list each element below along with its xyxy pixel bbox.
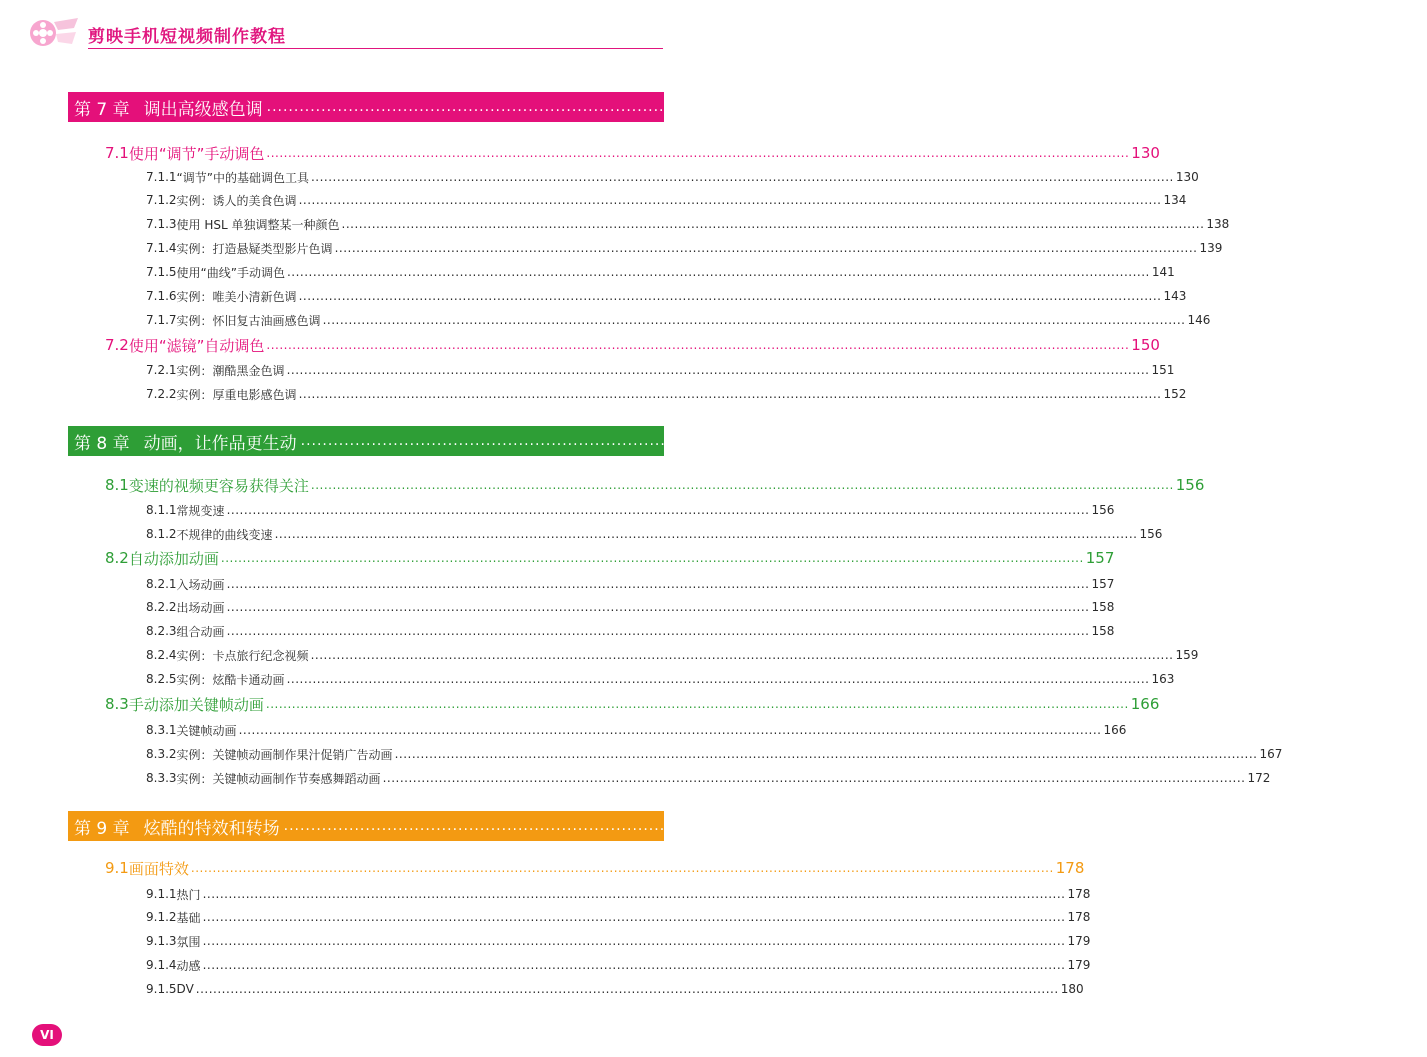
leader-dots: ........................................................................................................................................................................................................	[226, 624, 1090, 638]
page-number-badge: VI	[32, 1024, 62, 1046]
subsection-title: 使用 HSL 单独调整某一种颜色	[176, 217, 340, 232]
leader-dots: ........................................................................................................................................................................................................	[286, 672, 1150, 686]
subsection-title: 氛围	[176, 934, 201, 949]
subsection-number: 7.1.5	[146, 265, 177, 279]
chapter-page: 129	[1360, 97, 1394, 117]
section-title: 自动添加动画	[128, 549, 219, 568]
leader-dots: ........................................................................................................................................................................................................	[202, 934, 1066, 948]
subsection-page: 180	[1060, 982, 1084, 996]
subsection-number: 9.1.2	[146, 910, 177, 924]
leader-dots: ........................................................................................................................................................................................................	[298, 289, 1162, 303]
section-page: 130	[1131, 144, 1160, 162]
section-title: 变速的视频更容易获得关注	[128, 476, 309, 495]
subsection-title: 出场动画	[176, 600, 225, 615]
subsection-number: 8.2.2	[146, 600, 177, 614]
leader-dots: ........................................................................................................................................................................................................	[310, 648, 1174, 662]
subsection-number: 7.1.6	[146, 289, 177, 303]
subsection-title: 实例：潮酷黑金色调	[176, 363, 285, 378]
chapter-8-banner[interactable]	[68, 426, 1427, 456]
leader-dots: ........................................................................................................................................................................................................	[202, 958, 1066, 972]
section-number: 8.1	[105, 476, 129, 494]
leader-dots: ........................................................................................................................................................................................................	[266, 338, 1130, 352]
section-number: 7.1	[105, 144, 129, 162]
leader-dots: ........................................................................................................................................................................................................	[220, 551, 1084, 565]
chapter-9-banner[interactable]	[68, 811, 1411, 841]
subsection-page: 163	[1151, 672, 1175, 686]
subsection-number: 9.1.3	[146, 934, 177, 948]
subsection-title: 常规变速	[176, 503, 225, 518]
subsection-page: 179	[1067, 934, 1091, 948]
subsection-page: 152	[1163, 387, 1187, 401]
subsection-entry[interactable]	[146, 262, 1175, 282]
subsection-number: 7.1.1	[146, 170, 177, 184]
subsection-title: 实例：卡点旅行纪念视频	[176, 648, 309, 663]
subsection-entry[interactable]	[146, 286, 1187, 306]
subsection-entry[interactable]	[146, 884, 1091, 904]
section-title: 使用“滤镜”自动调色	[128, 336, 265, 355]
film-reel-logo-icon	[28, 14, 80, 52]
subsection-number: 8.2.4	[146, 648, 177, 662]
section-title: 画面特效	[128, 859, 189, 878]
leader-dots: ........................................................................................................................................................................................................	[322, 313, 1186, 327]
section-page: 156	[1175, 476, 1205, 494]
section-8-2[interactable]	[105, 547, 1115, 569]
chapter-7-banner[interactable]	[68, 92, 1394, 122]
subsection-entry[interactable]	[146, 384, 1187, 404]
subsection-title: 实例：打造悬疑类型影片色调	[176, 241, 333, 256]
subsection-title: 基础	[176, 910, 201, 925]
section-7-2[interactable]	[105, 334, 1160, 356]
chapter-title: 动画，让作品更生动	[143, 433, 297, 454]
leader-dots: ........................................................................................................................................................................................................	[190, 861, 1054, 875]
subsection-number: 7.1.4	[146, 241, 177, 255]
subsection-page: 130	[1175, 170, 1199, 184]
leader-dots: ........................................................................................................................................................................................................	[334, 241, 1198, 255]
subsection-page: 146	[1187, 313, 1211, 327]
subsection-title: 实例：怀旧复古油画感色调	[176, 313, 321, 328]
subsection-number: 8.1.1	[146, 503, 177, 517]
leader-dots: ........................................................................................................................................................................................................	[226, 503, 1090, 517]
section-page: 166	[1130, 695, 1160, 713]
subsection-title: 热门	[176, 887, 201, 902]
subsection-page: 172	[1247, 771, 1271, 785]
subsection-title: DV	[176, 982, 194, 996]
section-8-3[interactable]	[105, 693, 1160, 715]
subsection-number: 7.1.2	[146, 193, 177, 207]
subsection-title: 实例：关键帧动画制作节奏感舞蹈动画	[176, 771, 381, 786]
leader-dots: ........................................................................................................................................................................................................	[298, 193, 1162, 207]
subsection-number: 7.2.2	[146, 387, 177, 401]
chapter-number: 第 9 章	[74, 818, 130, 839]
section-title: 手动添加关键帧动画	[128, 695, 264, 714]
section-number: 9.1	[105, 859, 129, 877]
leader-dots: ........................................................................................................................................................................................................	[283, 818, 1374, 834]
subsection-entry[interactable]	[146, 310, 1211, 330]
section-9-1[interactable]	[105, 857, 1085, 879]
chapter-title: 调出高级感色调	[143, 99, 263, 120]
subsection-number: 9.1.1	[146, 887, 177, 901]
leader-dots: ........................................................................................................................................................................................................	[300, 433, 1391, 449]
subsection-page: 158	[1091, 624, 1115, 638]
leader-dots: ........................................................................................................................................................................................................	[202, 887, 1066, 901]
subsection-page: 178	[1067, 887, 1091, 901]
leader-dots: ........................................................................................................................................................................................................	[274, 527, 1138, 541]
leader-dots: ........................................................................................................................................................................................................	[238, 723, 1102, 737]
subsection-page: 139	[1199, 241, 1223, 255]
subsection-entry[interactable]	[146, 669, 1175, 689]
subsection-page: 158	[1091, 600, 1115, 614]
leader-dots: ........................................................................................................................................................................................................	[202, 910, 1066, 924]
subsection-page: 151	[1151, 363, 1175, 377]
section-title: 使用“调节”手动调色	[128, 144, 265, 163]
subsection-entry[interactable]	[146, 955, 1091, 975]
subsection-number: 7.1.3	[146, 217, 177, 231]
leader-dots: ........................................................................................................................................................................................................	[266, 99, 1357, 115]
leader-dots: ........................................................................................................................................................................................................	[226, 600, 1090, 614]
subsection-title: “调节”中的基础调色工具	[176, 170, 309, 185]
subsection-number: 7.1.7	[146, 313, 177, 327]
page-header	[0, 0, 750, 60]
subsection-entry[interactable]	[146, 720, 1127, 740]
section-page: 178	[1055, 859, 1085, 877]
subsection-page: 159	[1175, 648, 1199, 662]
subsection-page: 166	[1103, 723, 1127, 737]
subsection-entry[interactable]	[146, 768, 1271, 788]
subsection-page: 134	[1163, 193, 1187, 207]
section-8-1[interactable]	[105, 474, 1205, 496]
leader-dots: ........................................................................................................................................................................................................	[310, 478, 1174, 492]
subsection-entry[interactable]	[146, 500, 1115, 520]
subsection-number: 8.2.3	[146, 624, 177, 638]
subsection-page: 179	[1067, 958, 1091, 972]
section-number: 7.2	[105, 336, 129, 354]
subsection-title: 实例：关键帧动画制作果汁促销广告动画	[176, 747, 393, 762]
section-number: 8.2	[105, 549, 129, 567]
subsection-title: 实例：诱人的美食色调	[176, 193, 297, 208]
header-rule	[88, 48, 663, 49]
leader-dots: ........................................................................................................................................................................................................	[286, 363, 1150, 377]
subsection-number: 7.2.1	[146, 363, 177, 377]
chapter-page: 177	[1377, 816, 1411, 836]
leader-dots: ........................................................................................................................................................................................................	[266, 146, 1130, 160]
subsection-title: 实例：炫酷卡通动画	[176, 672, 285, 687]
subsection-page: 178	[1067, 910, 1091, 924]
subsection-page: 138	[1206, 217, 1230, 231]
subsection-title: 组合动画	[176, 624, 225, 639]
section-page: 157	[1085, 549, 1115, 567]
subsection-title: 动感	[176, 958, 201, 973]
subsection-number: 8.3.2	[146, 747, 177, 761]
leader-dots: ........................................................................................................................................................................................................	[195, 982, 1059, 996]
subsection-number: 9.1.4	[146, 958, 177, 972]
subsection-entry[interactable]	[146, 907, 1091, 927]
leader-dots: ........................................................................................................................................................................................................	[310, 170, 1174, 184]
subsection-entry[interactable]	[146, 931, 1091, 951]
subsection-entry[interactable]	[146, 360, 1175, 380]
section-number: 8.3	[105, 695, 129, 713]
subsection-title: 使用“曲线”手动调色	[176, 265, 285, 280]
chapter-title: 炫酷的特效和转场	[143, 818, 280, 839]
book-title: 剪映手机短视频制作教程	[88, 27, 286, 47]
subsection-number: 8.1.2	[146, 527, 177, 541]
subsection-title: 不规律的曲线变速	[176, 527, 273, 542]
chapter-number: 第 7 章	[74, 99, 130, 120]
subsection-title: 实例：厚重电影感色调	[176, 387, 297, 402]
subsection-page: 157	[1091, 577, 1115, 591]
subsection-entry[interactable]	[146, 238, 1223, 258]
subsection-entry[interactable]	[146, 190, 1187, 210]
subsection-entry[interactable]	[146, 645, 1199, 665]
chapter-page: 155	[1394, 431, 1427, 451]
subsection-entry[interactable]	[146, 167, 1199, 187]
subsection-number: 8.2.5	[146, 672, 177, 686]
subsection-entry[interactable]	[146, 744, 1283, 764]
subsection-number: 8.3.3	[146, 771, 177, 785]
leader-dots: ........................................................................................................................................................................................................	[265, 697, 1129, 711]
subsection-entry[interactable]	[146, 524, 1163, 544]
leader-dots: ........................................................................................................................................................................................................	[226, 577, 1090, 591]
leader-dots: ........................................................................................................................................................................................................	[298, 387, 1162, 401]
subsection-entry[interactable]	[146, 621, 1115, 641]
section-page: 150	[1131, 336, 1160, 354]
leader-dots: ........................................................................................................................................................................................................	[382, 771, 1246, 785]
section-7-1[interactable]	[105, 142, 1160, 164]
subsection-entry[interactable]	[146, 979, 1084, 999]
subsection-entry[interactable]	[146, 574, 1115, 594]
subsection-number: 8.2.1	[146, 577, 177, 591]
chapter-number: 第 8 章	[74, 433, 130, 454]
subsection-page: 143	[1163, 289, 1187, 303]
subsection-page: 141	[1151, 265, 1175, 279]
subsection-page: 156	[1091, 503, 1115, 517]
leader-dots: ........................................................................................................................................................................................................	[341, 217, 1205, 231]
leader-dots: ........................................................................................................................................................................................................	[286, 265, 1150, 279]
subsection-page: 167	[1259, 747, 1283, 761]
subsection-entry[interactable]	[146, 214, 1230, 234]
subsection-entry[interactable]	[146, 597, 1115, 617]
subsection-title: 入场动画	[176, 577, 225, 592]
subsection-title: 实例：唯美小清新色调	[176, 289, 297, 304]
leader-dots: ........................................................................................................................................................................................................	[394, 747, 1258, 761]
subsection-page: 156	[1139, 527, 1163, 541]
subsection-number: 9.1.5	[146, 982, 177, 996]
subsection-number: 8.3.1	[146, 723, 177, 737]
subsection-title: 关键帧动画	[176, 723, 237, 738]
